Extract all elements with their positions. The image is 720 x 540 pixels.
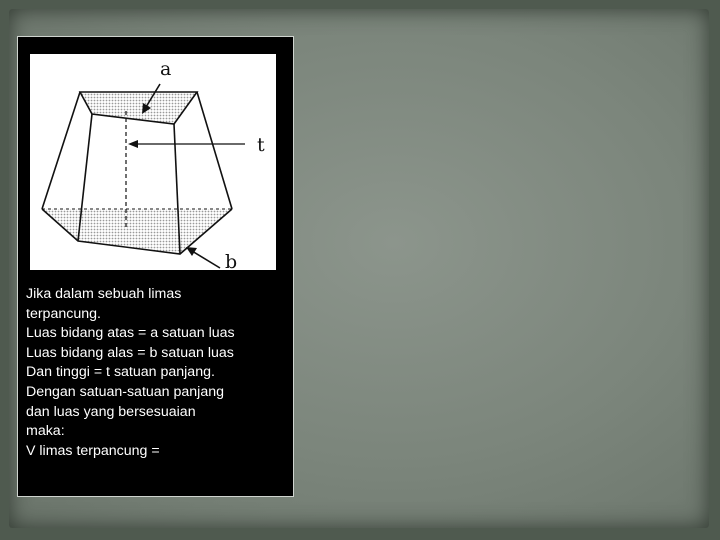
text-line: Dengan satuan-satuan panjang: [26, 383, 224, 400]
text-line: dan luas yang bersesuaian: [26, 403, 196, 420]
content-card: [17, 36, 294, 497]
label-b: b: [225, 251, 238, 270]
text-line: Jika dalam sebuah limas: [26, 286, 182, 302]
text-line: Luas bidang alas = b satuan luas: [26, 344, 234, 361]
description-text: [26, 285, 288, 461]
frustum-diagram: [30, 54, 276, 270]
text-line: Dan tinggi = t satuan panjang.: [26, 364, 215, 381]
frustum-figure: [30, 54, 276, 270]
text-line: terpancung.: [26, 305, 101, 322]
text-line: maka:: [26, 423, 65, 440]
label-a: a: [160, 58, 172, 80]
text-line: Luas bidang atas = a satuan luas: [26, 325, 235, 342]
top-face: [80, 92, 197, 124]
text-line: V limas terpancung =: [26, 442, 160, 459]
label-t: t: [257, 134, 265, 156]
bottom-face: [42, 209, 232, 254]
